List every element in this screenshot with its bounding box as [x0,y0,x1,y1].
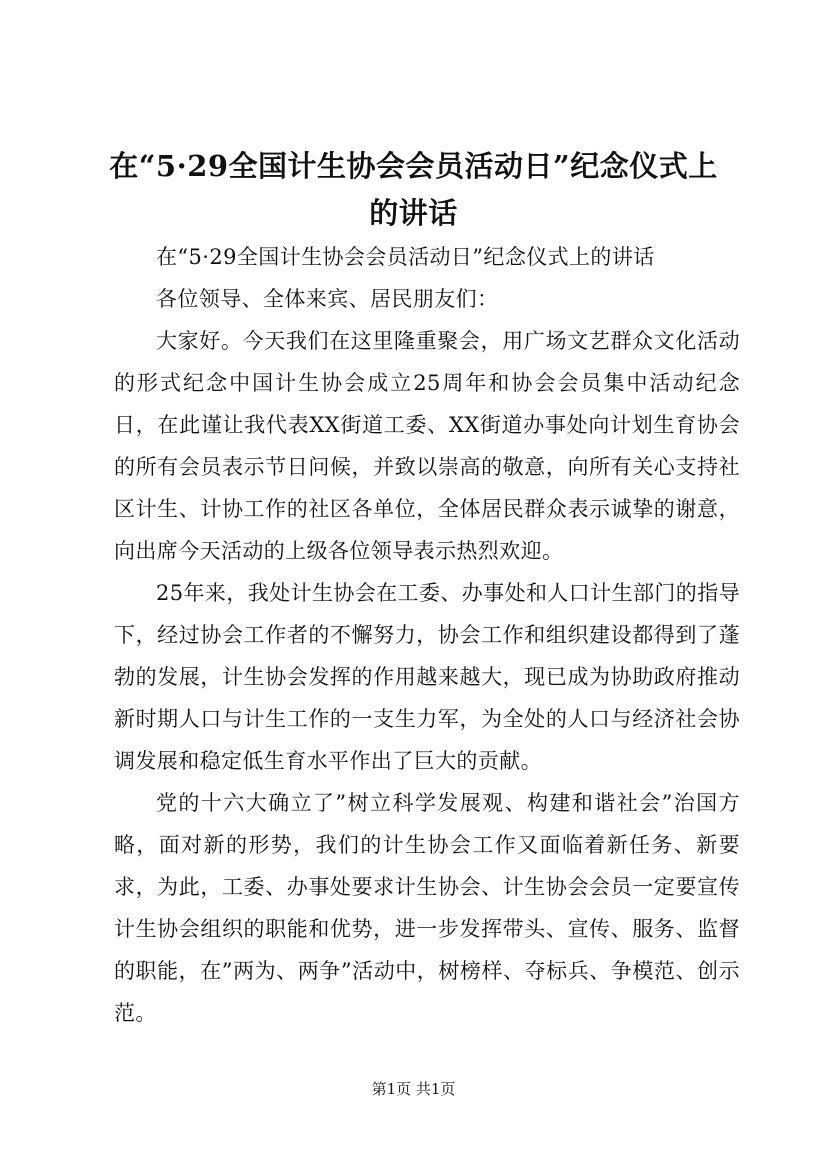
page-footer: 第1页 共1页 [371,1080,456,1098]
document-body [114,236,740,1034]
document-title: 在“5·29全国计生协会会员活动日”纪念仪式上的讲话 [109,149,718,230]
paragraph-subtitle: 在“5·29全国计生协会会员活动日”纪念仪式上的讲话 [156,245,655,269]
paragraph-achievements: 25年来，我处计生协会在工委、办事处和人口计生部门的指导下，经过协会工作者的不懈努力，协会工作和组织建设都得到了蓬勃的发展，计生协会发挥的作用越来越大，现已成为协助政府推动新时期人口与计生工作的一支生力军，为全处的人口与经济社会协调发展和稳定低生育水平作出了巨大的贡献。 [114,581,740,773]
paragraph-greeting: 大家好。今天我们在这里隆重聚会，用广场文艺群众文化活动的形式纪念中国计生协会成立25周年和协会会员集中活动纪念日，在此谨让我代表XX街道工委、XX街道办事处向计划生育协会的所有会员表示节日问候，并致以崇高的敬意，向所有关心支持社区计生、计协工作的社区各单位，全体居民群众表示诚挚的谢意，向出席今天活动的上级各位领导表示热烈欢迎。 [114,329,740,563]
paragraph-salutation: 各位领导、全体来宾、居民朋友们： [156,287,499,311]
paragraph-new-tasks: 党的十六大确立了”树立科学发展观、构建和谐社会”治国方略，面对新的形势，我们的计生协会工作又面临着新任务、新要求，为此，工委、办事处要求计生协会、计生协会会员一定要宣传计生协会组织的职能和优势，进一步发挥带头、宣传、服务、监督的职能，在”两为、两争”活动中，树榜样、夺标兵、争模范、创示范。 [114,791,740,1025]
